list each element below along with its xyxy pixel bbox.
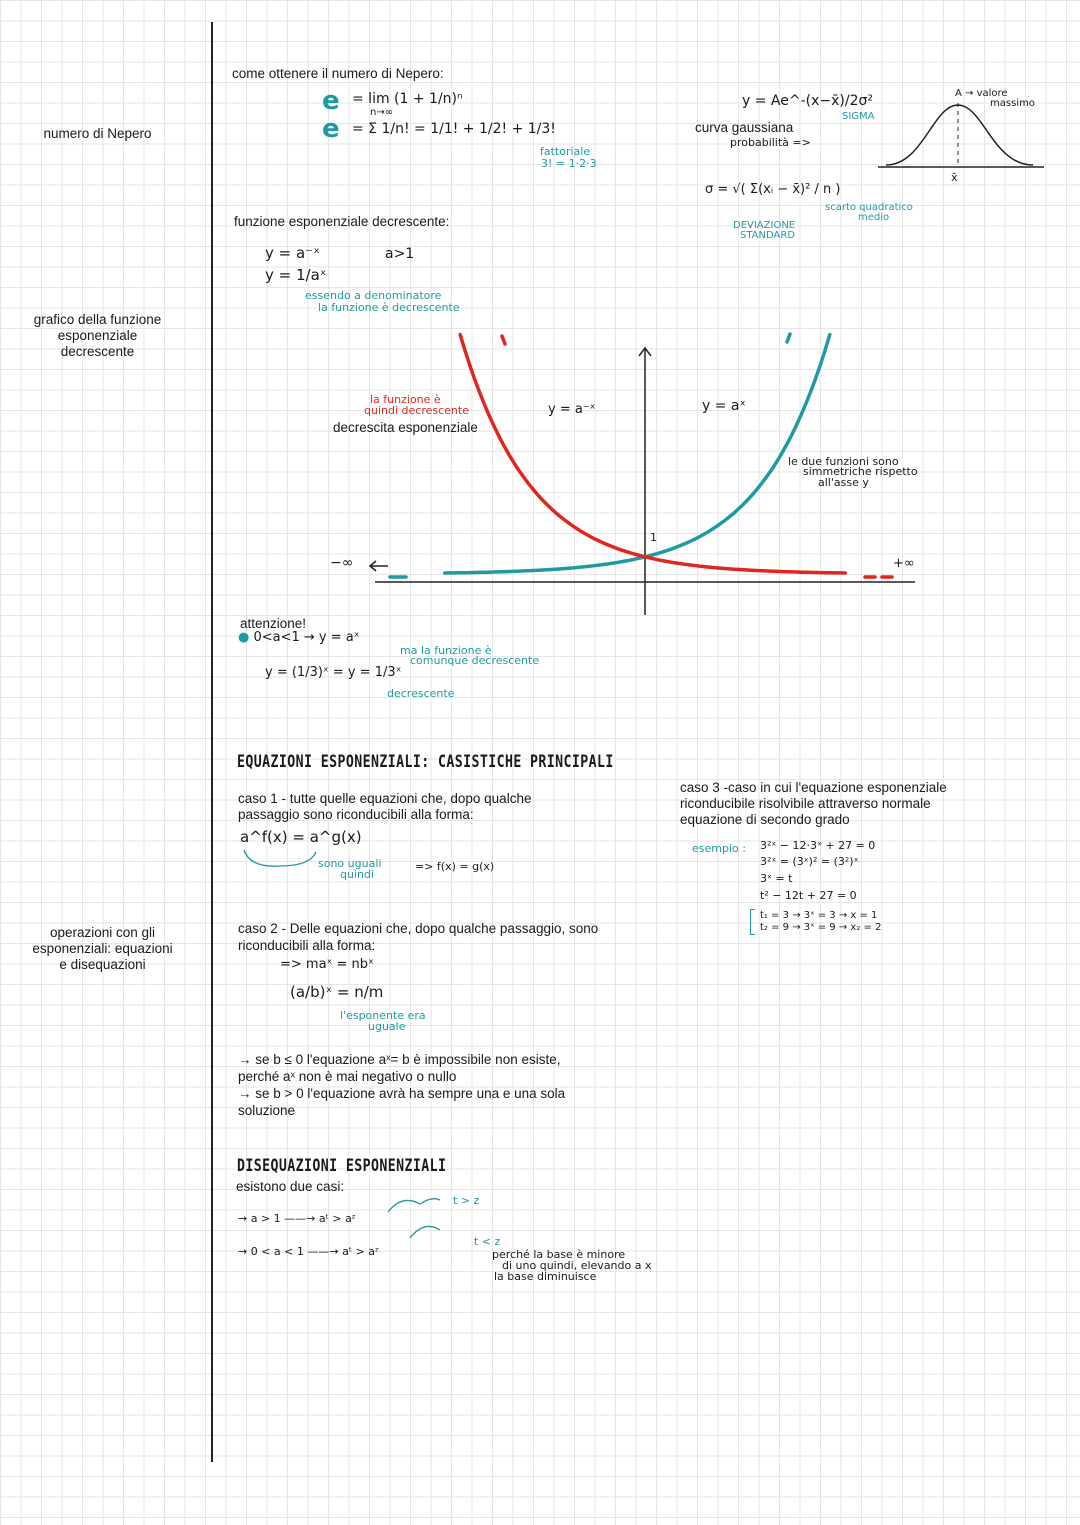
attention-example: y = (1/3)ˣ = y = 1/3ˣ — [265, 665, 402, 680]
decr-cond: a>1 — [385, 246, 415, 262]
dis-arrow-path — [420, 1199, 440, 1204]
case1-result: => f(x) = g(x) — [415, 860, 495, 873]
dis-heading: DISEQUAZIONI ESPONENZIALI — [237, 1156, 447, 1176]
dis-why: perché la base è minore — [492, 1248, 626, 1261]
example-solution: t₂ = 9 → 3ˣ = 9 → x₂ = 2 — [760, 922, 882, 933]
sigma-formula: σ = √( Σ(xᵢ − x̄)² / n ) — [705, 182, 841, 197]
series-line-exp — [445, 335, 830, 573]
eq-heading: EQUAZIONI ESPONENZIALI: CASISTICHE PRINCIPALI — [237, 752, 614, 772]
example-solution: t₁ = 3 → 3ˣ = 3 → x = 1 — [760, 910, 878, 921]
e-symbol: e — [322, 86, 340, 116]
rule-text: soluzione — [238, 1103, 296, 1118]
case2-text: caso 2 - Delle equazioni che, dopo qualche passaggio, sono — [238, 921, 599, 936]
example-step: 3ˣ = t — [760, 872, 793, 885]
case3-text: riconducibile risolvibile attraverso normale — [680, 796, 931, 811]
case2-note: l'esponente era — [340, 1009, 426, 1022]
case1-note: quindi — [340, 868, 375, 881]
attention-cond-text: 0<a<1 → y = aˣ — [253, 630, 360, 645]
sym-note: all'asse y — [818, 476, 869, 489]
sidebar-graph — [20, 312, 175, 360]
decay-label: decrescita esponenziale — [333, 420, 478, 435]
dis-case2-note: t < z — [474, 1235, 501, 1248]
gauss-prob: probabilità => — [730, 136, 811, 149]
margin-line — [211, 22, 213, 1462]
case1-bracket — [240, 848, 320, 872]
case3-text: caso 3 -caso in cui l'equazione esponenziale — [680, 780, 947, 795]
attention-title: attenzione! — [240, 616, 307, 631]
case1-note: sono uguali — [318, 857, 382, 870]
attention-cond — [238, 630, 360, 645]
case2-formula2: (a/b)ˣ = n/m — [290, 983, 384, 1001]
e-symbol: e — [322, 114, 340, 144]
example-step: 3²ˣ = (3ˣ)² = (3²)ˣ — [760, 855, 859, 868]
decr-formula: y = a⁻ˣ — [265, 244, 320, 262]
dis-case1-note: t > z — [453, 1194, 480, 1207]
decr-formula: y = 1/aˣ — [265, 266, 327, 284]
sigma-note: SIGMA — [842, 111, 875, 122]
bullet-icon: ● — [238, 630, 254, 645]
gauss-formula: y = Ae^-(x−x̄)/2σ² — [742, 93, 873, 109]
medio-note: medio — [858, 212, 890, 223]
decr-note: la funzione è decrescente — [318, 301, 460, 314]
gauss-path — [886, 105, 1033, 165]
sidebar-ops-line: operazioni con gli — [49, 925, 156, 940]
limit-formula: = lim (1 + 1/n)ⁿ — [352, 91, 463, 107]
sidebar-ops-line: e disequazioni — [59, 957, 146, 972]
point-one: 1 — [650, 531, 657, 544]
case2-note: uguale — [368, 1020, 406, 1033]
gauss-a-note2: massimo — [990, 98, 1035, 109]
example-step: t² − 12t + 27 = 0 — [760, 889, 857, 902]
neper-title: come ottenere il numero di Nepero: — [232, 66, 444, 81]
dis-intro: esistono due casi: — [236, 1179, 345, 1194]
attention-note: comunque decrescente — [410, 654, 540, 667]
red-note: la funzione è — [370, 393, 441, 406]
example-label: esempio : — [692, 842, 746, 855]
case2-text: riconducibili alla forma: — [238, 938, 376, 953]
factorial-example: 3! = 1·2·3 — [541, 157, 597, 170]
plus-infinity: +∞ — [893, 556, 915, 571]
continuation-dash — [502, 336, 505, 344]
dis-arrow-path — [410, 1226, 440, 1238]
case1-bracket-path — [244, 850, 316, 866]
continuation-dash — [787, 334, 790, 342]
sidebar-ops — [15, 925, 190, 973]
sum-formula: = Σ 1/n! = 1/1! + 1/2! + 1/3! — [352, 121, 556, 137]
red-note: quindi decrescente — [364, 404, 469, 417]
dev-note: DEVIAZIONE — [733, 220, 796, 231]
case1-formula: a^f(x) = a^g(x) — [240, 828, 362, 846]
case1-text: caso 1 - tutte quelle equazioni che, dopo qualche — [238, 791, 532, 806]
dis-why: di uno quindi, elevando a x — [502, 1259, 652, 1272]
case3-text: equazione di secondo grado — [680, 812, 850, 827]
example-step: 3²ˣ − 12·3ˣ + 27 = 0 — [760, 839, 876, 852]
dis-arrows — [380, 1190, 460, 1240]
scarto-note: scarto quadratico — [825, 202, 913, 213]
solution-bracket — [750, 909, 755, 935]
dis-why: la base diminuisce — [494, 1270, 597, 1283]
decr-title: funzione esponenziale decrescente: — [234, 214, 450, 229]
gauss-title: curva gaussiana — [695, 120, 794, 135]
minus-infinity: −∞ — [330, 555, 354, 571]
decr-note: essendo a denominatore — [305, 289, 442, 302]
sidebar-ops-line: esponenziali: equazioni — [32, 941, 173, 956]
sidebar-neper: numero di Nepero — [43, 126, 152, 141]
sidebar-graph-line: esponenziale — [57, 328, 138, 343]
label-pos-exp: y = aˣ — [702, 398, 746, 414]
dis-case1: → a > 1 ——→ aᵗ > aᶻ — [238, 1212, 356, 1225]
sym-note: le due funzioni sono — [788, 455, 899, 468]
rule-text: perché aˣ non è mai negativo o nullo — [238, 1069, 457, 1084]
rule-text: → se b ≤ 0 l'equazione aˣ= b è impossibile non esiste, — [238, 1052, 561, 1067]
limit-sub: n→∞ — [370, 107, 394, 118]
factorial-note: fattoriale — [540, 145, 591, 158]
dis-arrow-path — [388, 1200, 420, 1212]
sym-note: simmetriche rispetto — [803, 465, 918, 478]
attention-note: ma la funzione è — [400, 644, 492, 657]
gaussian-curve — [878, 95, 1048, 190]
left-arrow-icon — [370, 561, 388, 571]
gauss-a-note: A → valore — [955, 88, 1008, 99]
sidebar-graph-line: grafico della funzione — [33, 312, 162, 327]
dev-note: STANDARD — [740, 230, 796, 241]
case2-formula: => maˣ = nbˣ — [280, 957, 374, 972]
label-neg-exp: y = a⁻ˣ — [548, 402, 596, 417]
case1-text: passaggio sono riconducibili alla forma: — [238, 807, 474, 822]
attention-decr: decrescente — [387, 687, 455, 700]
gauss-xbar: x̄ — [951, 171, 958, 184]
rule-text: → se b > 0 l'equazione avrà ha sempre una e una sola — [238, 1086, 566, 1101]
sidebar-graph-line: decrescente — [60, 344, 135, 359]
dis-case2: → 0 < a < 1 ——→ aᵗ > aᶻ — [238, 1245, 380, 1258]
